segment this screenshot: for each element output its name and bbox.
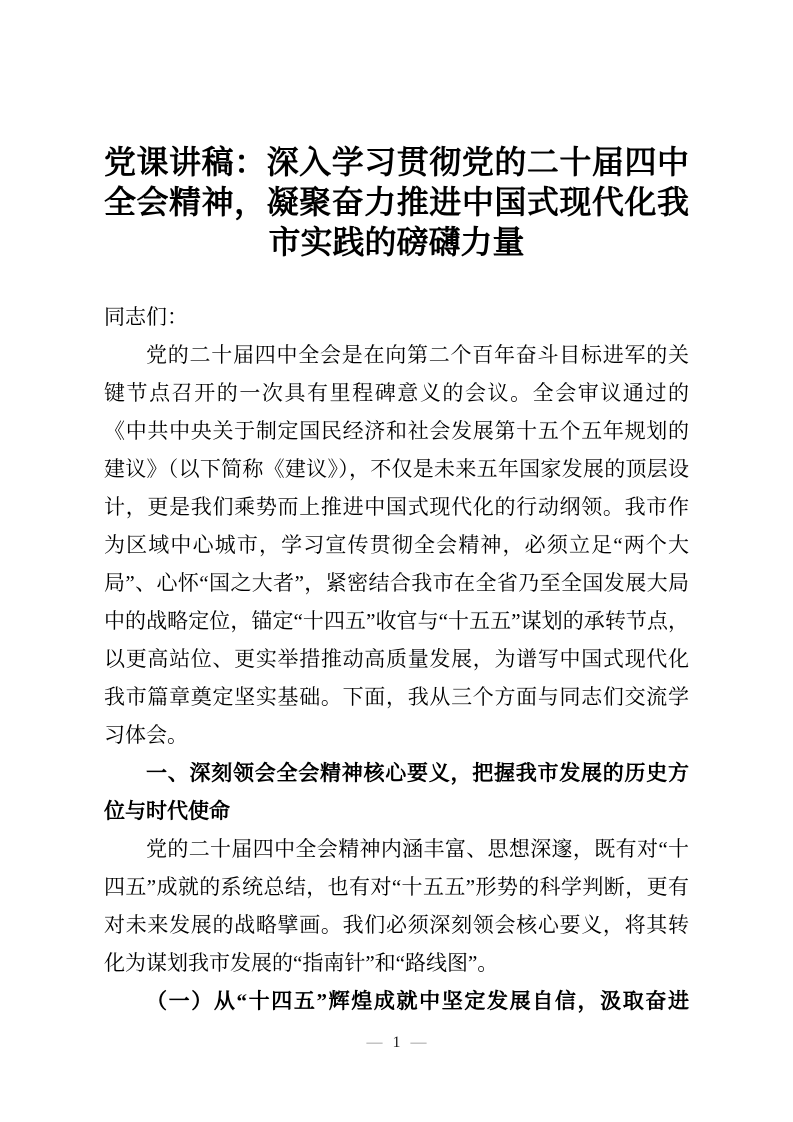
page-number: 1 bbox=[392, 1034, 401, 1051]
document-title: 党课讲稿：深入学习贯彻党的二十届四中全会精神，凝聚奋力推进中国式现代化我市实践的磅礴力量 bbox=[104, 144, 689, 260]
page-footer bbox=[0, 1032, 793, 1054]
footer-dash-left: — bbox=[366, 1034, 383, 1051]
salutation: 同志们： bbox=[104, 305, 188, 329]
document-body bbox=[104, 298, 689, 1020]
paragraph-section-1-body: 党的二十届四中全会精神内涵丰富、思想深邃，既有对“十四五”成就的系统总结，也有对“十五五”形势的科学判断，更有对未来发展的战略擘画。我们必须深刻领会核心要义，将其转化为谋划我市发展的“指南针”和“路线图”。 bbox=[104, 837, 689, 975]
paragraph-intro: 党的二十届四中全会是在向第二个百年奋斗目标进军的关键节点召开的一次具有里程碑意义的会议。全会审议通过的《中共中央关于制定国民经济和社会发展第十五个五年规划的建议》（以下简称《建议》），不仅是未来五年国家发展的顶层设计，更是我们乘势而上推进中国式现代化的行动纲领。我市作为区域中心城市，学习宣传贯彻全会精神，必须立足“两个大局”、心怀“国之大者”，紧密结合我市在全省乃至全国发展大局中的战略定位，锚定“十四五”收官与“十五五”谋划的承转节点，以更高站位、更实举措推动高质量发展，为谱写中国式现代化我市篇章奠定坚实基础。下面，我从三个方面与同志们交流学习体会。 bbox=[104, 343, 689, 747]
footer-dash-right: — bbox=[410, 1034, 427, 1051]
subsection-heading-1-1: （一）从“十四五”辉煌成就中坚定发展自信，汲取奋进 bbox=[146, 989, 689, 1013]
section-heading-1: 一、深刻领会全会精神核心要义，把握我市发展的历史方位与时代使命 bbox=[104, 761, 689, 823]
